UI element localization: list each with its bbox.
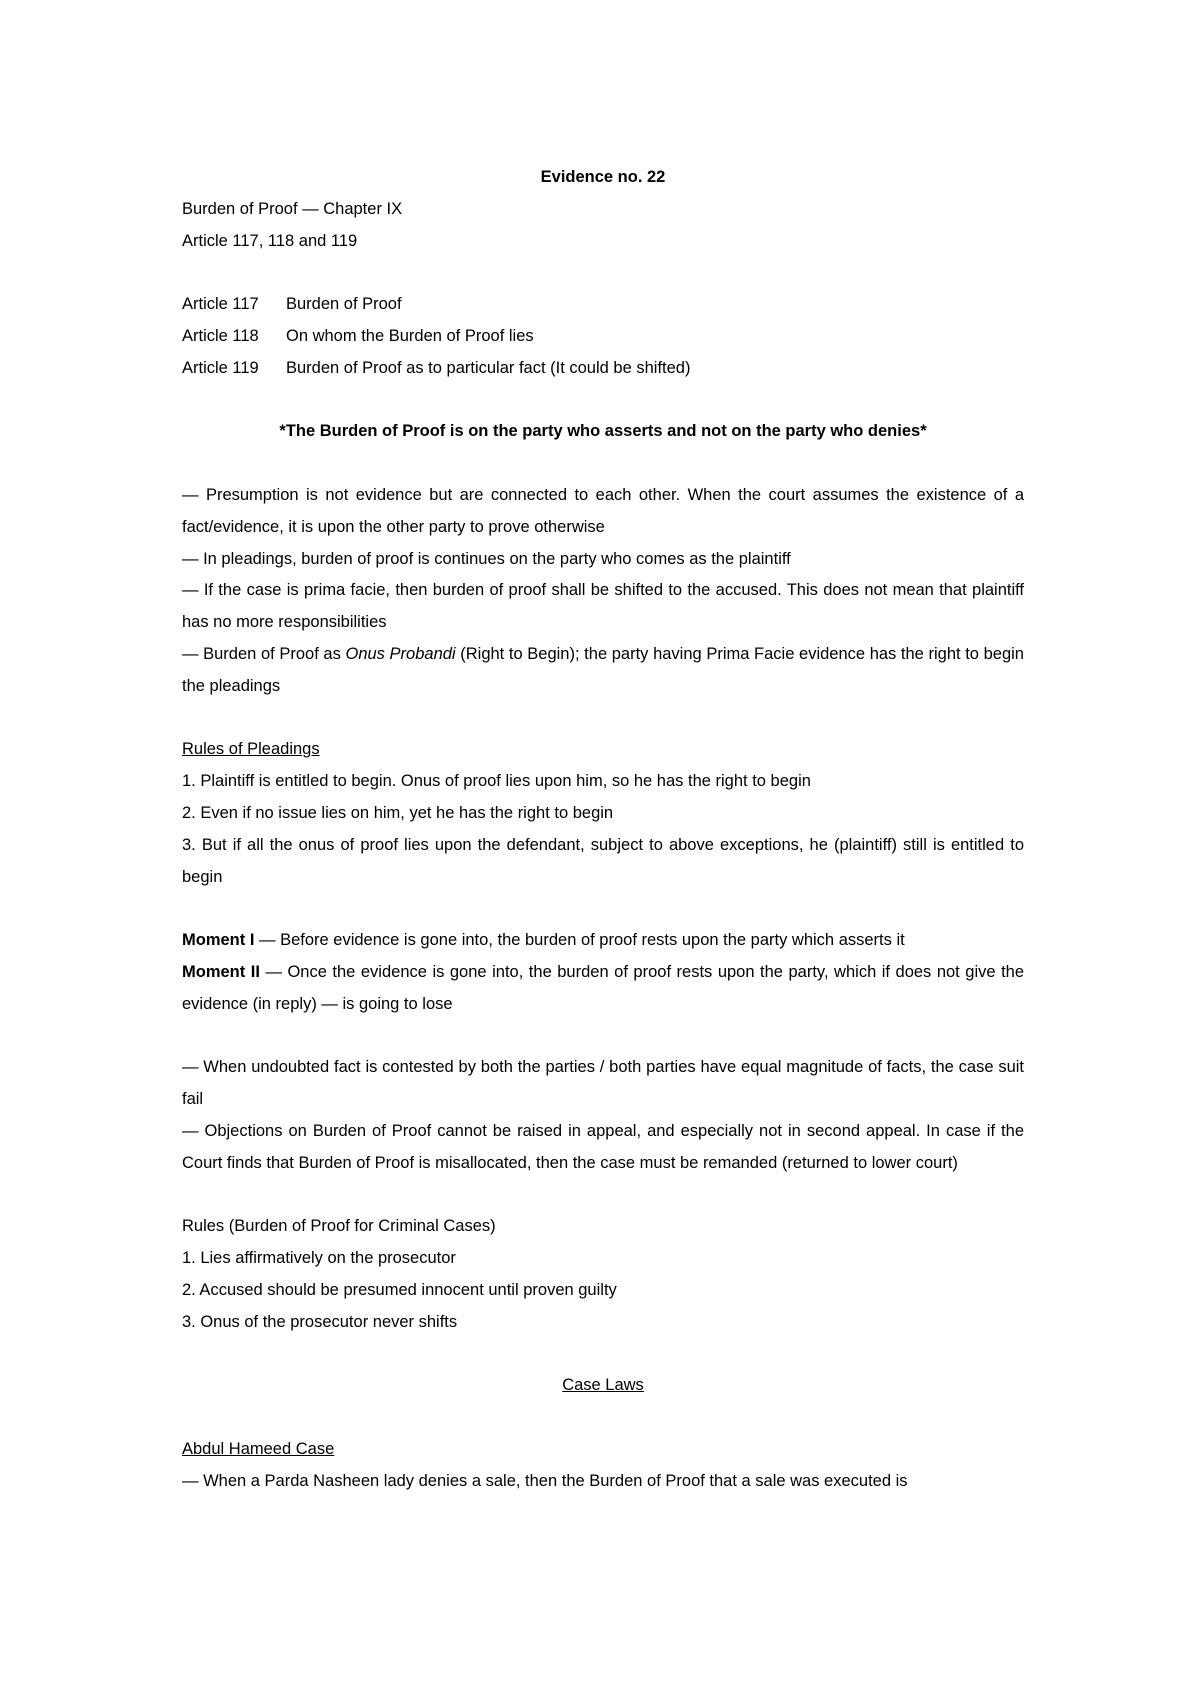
onus-term: Onus Probandi	[345, 644, 456, 663]
pleading-rule: 1. Plaintiff is entitled to begin. Onus of proof lies upon him, so he has the right to begin	[182, 772, 811, 791]
case-text: — When a Parda Nasheen lady denies a sale, then the Burden of Proof that a sale was executed is	[182, 1471, 908, 1490]
pleadings-heading: Rules of Pleadings	[182, 740, 320, 759]
point-paragraph: — Presumption is not evidence but are connected to each other. When the court assumes the existence of a fact/evidence, it is upon the other party to prove otherwise	[182, 485, 1024, 536]
criminal-rule: 2. Accused should be presumed innocent until proven guilty	[182, 1280, 617, 1299]
spacer	[182, 448, 1024, 480]
point-paragraph: — When undoubted fact is contested by both the parties / both parties have equal magnitude of facts, the case suit fail	[182, 1058, 1024, 1109]
criminal-heading: Rules (Burden of Proof for Criminal Cases)	[182, 1217, 496, 1236]
article-text: On whom the Burden of Proof lies	[286, 326, 534, 345]
document-title: Evidence no. 22	[540, 168, 666, 186]
chapter-subtitle: Burden of Proof — Chapter IX	[182, 199, 403, 218]
article-row	[182, 289, 1024, 321]
articles-subtitle: Article 117, 118 and 119	[182, 231, 358, 250]
spacer	[182, 1180, 1024, 1212]
article-number: Article 119	[182, 358, 259, 377]
case-heading: Abdul Hameed Case	[182, 1439, 335, 1458]
case-laws-heading: Case Laws	[562, 1376, 644, 1395]
article-number: Article 118	[182, 326, 259, 345]
moment-two-label: Moment II	[182, 962, 260, 981]
maxim: *The Burden of Proof is on the party who asserts and not on the party who denies*	[279, 422, 927, 441]
document-body	[182, 162, 1024, 1497]
moment-one-text: — Before evidence is gone into, the burden of proof rests upon the party which asserts it	[254, 931, 905, 950]
point-paragraph: — Objections on Burden of Proof cannot be raised in appeal, and especially not in second appeal. In case if the Court finds that Burden of Proof is misallocated, then the case must be remanded (returned to lower court)	[182, 1121, 1024, 1172]
spacer	[182, 1338, 1024, 1370]
pleading-rule: 2. Even if no issue lies on him, yet he has the right to begin	[182, 803, 614, 822]
spacer	[182, 257, 1024, 289]
article-number: Article 117	[182, 295, 259, 314]
point-paragraph: — If the case is prima facie, then burden of proof shall be shifted to the accused. This does not mean that plaintiff has no more responsibilities	[182, 581, 1024, 632]
onus-prefix: — Burden of Proof as	[182, 644, 346, 663]
criminal-rule: 1. Lies affirmatively on the prosecutor	[182, 1249, 456, 1268]
criminal-rule: 3. Onus of the prosecutor never shifts	[182, 1312, 458, 1331]
article-text: Burden of Proof as to particular fact (It could be shifted)	[286, 358, 691, 377]
onus-suffix: (Right to Begin); the party having Prima Facie evidence has the right to begin the pleadings	[182, 644, 1024, 695]
article-row	[182, 353, 1024, 385]
spacer	[182, 703, 1024, 735]
moment-one-label: Moment I	[182, 931, 255, 950]
pleading-rule: 3. But if all the onus of proof lies upon the defendant, subject to above exceptions, he (plaintiff) still is entitled to begin	[182, 835, 1024, 886]
moment-two-text: — Once the evidence is gone into, the burden of proof rests upon the party, which if does not give the evidence (in reply) — is going to lose	[182, 962, 1025, 1013]
article-row	[182, 321, 1024, 353]
article-text: Burden of Proof	[286, 295, 402, 314]
point-paragraph: — In pleadings, burden of proof is continues on the party who comes as the plaintiff	[182, 549, 791, 568]
moment-two	[182, 957, 1024, 1021]
onus-paragraph	[182, 639, 1024, 703]
spacer	[182, 1021, 1024, 1053]
spacer	[182, 1402, 1024, 1434]
moment-one	[182, 925, 1024, 957]
spacer	[182, 385, 1024, 417]
spacer	[182, 893, 1024, 925]
